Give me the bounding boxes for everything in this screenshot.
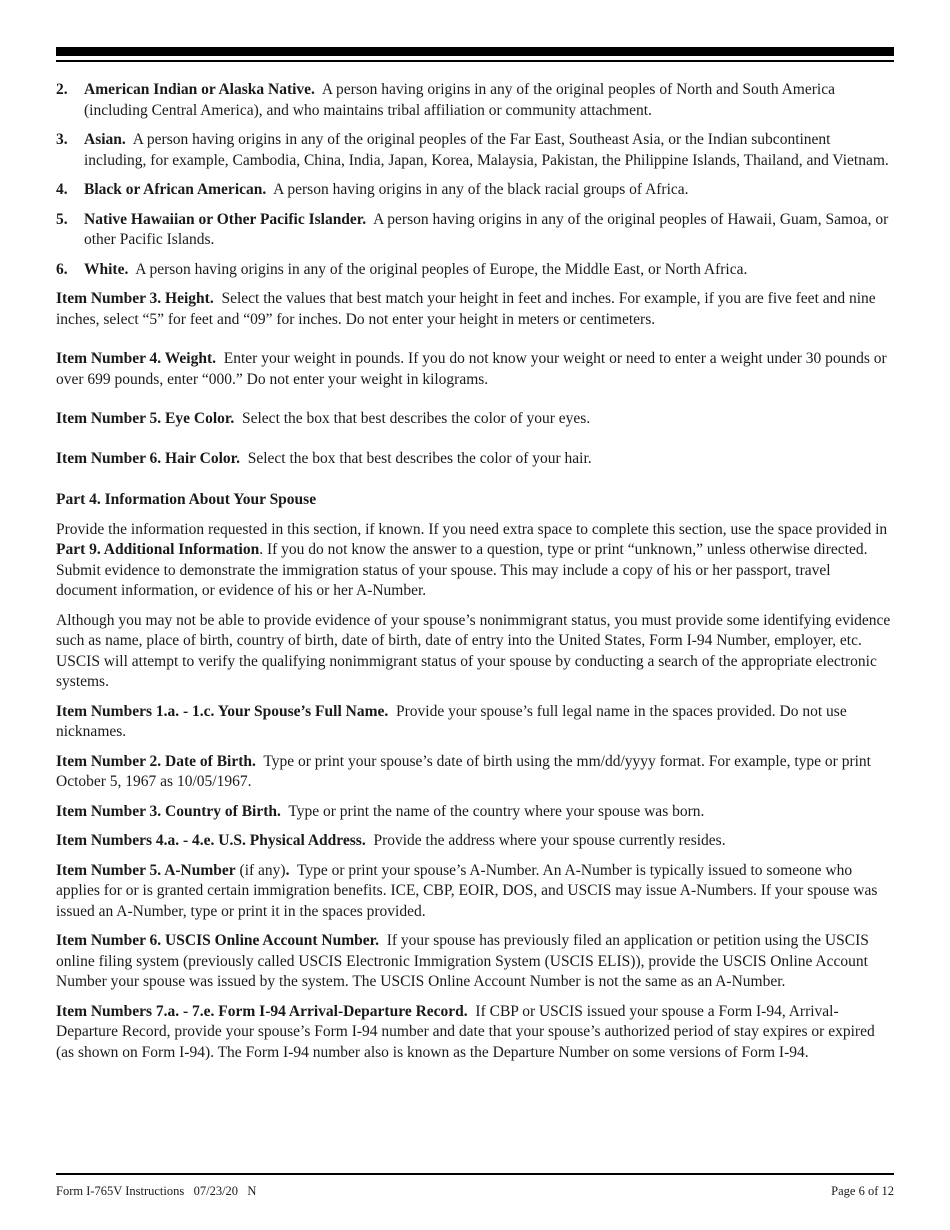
header-rule-thick — [56, 47, 894, 56]
weight-item — [56, 349, 892, 390]
list-number: 4. — [56, 181, 68, 198]
list-item — [56, 260, 892, 281]
list-item — [56, 210, 892, 251]
item-label: Item Number 3. Country of Birth. — [56, 802, 281, 820]
page-number: Page 6 of 12 — [831, 1184, 894, 1198]
spouse-dob-item — [56, 752, 892, 793]
item-label: Item Numbers 4.a. - 4.e. U.S. Physical Address. — [56, 832, 366, 849]
intro-text-cont: . If you do not know the answer to a question, type or print “unknown,” unless otherwise directed. Submit evidence to demonstrate the immigration status of your spouse. This may include a copy of his or her passport, travel document information, or evidence of his or her A-Number. — [56, 541, 868, 599]
intro-text: Provide the information requested in this section, if known. If you need extra space to complete this section, use the space provided in — [56, 520, 888, 538]
item-label: Item Number 5. Eye Color. — [56, 410, 235, 427]
item-text: Provide your spouse’s full legal name in the spaces provided. Do not use nicknames. — [56, 702, 847, 740]
height-item — [56, 289, 892, 330]
list-text: A person having origins in any of the original peoples of Hawaii, Guam, Samoa, or other Pacific Islands. — [84, 210, 889, 248]
header-rule-thin — [56, 60, 894, 62]
list-number: 3. — [56, 131, 68, 148]
item-text: Type or print the name of the country where your spouse was born. — [288, 802, 705, 820]
item-label: Item Number 5. A-Number — [56, 861, 236, 879]
footer-rule — [56, 1173, 894, 1175]
item-label: Item Numbers 1.a. - 1.c. Your Spouse’s Full Name. — [56, 702, 389, 720]
list-number: 2. — [56, 81, 68, 98]
list-text: A person having origins in any of the original peoples of North and South America (including Central America), and who maintains tribal affiliation or community attachment. — [84, 81, 835, 119]
item-text: If CBP or USCIS issued your spouse a Form I-94, Arrival-Departure Record, provide your spouse’s Form I-94 number and date that your spouse’s authorized period of stay expires or expired (as shown on Form I-94). The Form I-94 number also is known as the Departure Number on some versions of Form I-94. — [56, 1002, 875, 1061]
list-item — [56, 130, 892, 171]
item-label: Item Number 3. Height. — [56, 290, 214, 307]
item-text: Provide the address where your spouse currently resides. — [373, 832, 726, 849]
part4-intro — [56, 520, 892, 602]
list-term: American Indian or Alaska Native. — [84, 81, 315, 98]
item-text: Select the box that best describes the color of your hair. — [247, 449, 592, 467]
item-text: Select the values that best match your height in feet and inches. For example, if you are five feet and nine inches, select “5” for feet and “09” for inches. Do not enter your height in meters or centimeters. — [56, 290, 876, 328]
list-text: A person having origins in any of the black racial groups of Africa. — [273, 181, 689, 198]
item-text: Enter your weight in pounds. If you do not know your weight or need to enter a weight under 30 pounds or over 699 pounds, enter “000.” Do not enter your weight in kilograms. — [56, 350, 887, 388]
item-text: Type or print your spouse’s date of birth using the mm/dd/yyyy format. For example, type or print October 5, 1967 as 10/05/1967. — [56, 752, 871, 790]
spouse-name-item — [56, 702, 892, 743]
item-period: . — [285, 861, 290, 879]
item-label: Item Number 6. USCIS Online Account Number. — [56, 932, 379, 949]
section-heading: Part 4. Information About Your Spouse — [56, 491, 317, 508]
form-identifier: Form I-765V Instructions 07/23/20 N — [56, 1184, 257, 1198]
list-term: White. — [84, 260, 129, 278]
item-label: Item Number 4. Weight. — [56, 350, 217, 367]
spouse-country-item — [56, 802, 892, 823]
list-item — [56, 180, 892, 201]
item-text: Type or print your spouse’s A-Number. An A-Number is typically issued to someone who applies for or is granted certain immigration benefits. ICE, CBP, EOIR, DOS, and USCIS may issue A-Numbers. If your spouse was issued an A-Number, type or print it in the spaces provided. — [56, 861, 878, 920]
list-number: 5. — [56, 210, 68, 228]
list-term: Black or African American. — [84, 181, 267, 198]
intro-bold-ref: Part 9. Additional Information — [56, 541, 260, 558]
hair-color-item — [56, 449, 892, 470]
part4-evidence-para: Although you may not be able to provide evidence of your spouse’s nonimmigrant status, you must provide some identifying evidence such as name, place of birth, country of birth, date of birth, date of entry into the United States, Form I-94 Number, employer, etc. USCIS will attempt to verify the qualifying nonimmigrant status of your spouse by conducting a search of the appropriate electronic systems. — [56, 611, 891, 690]
list-text: A person having origins in any of the original peoples of Europe, the Middle East, or North Africa. — [135, 260, 748, 278]
spouse-address-item — [56, 831, 892, 852]
item-label: Item Numbers 7.a. - 7.e. Form I-94 Arrival-Departure Record. — [56, 1002, 468, 1020]
item-text: Select the box that best describes the color of your eyes. — [242, 410, 591, 427]
page-content — [56, 80, 892, 1063]
list-item — [56, 80, 892, 121]
list-text: A person having origins in any of the original peoples of the Far East, Southeast Asia, or the Indian subcontinent including, for example, Cambodia, China, India, Japan, Korea, Malaysia, Pakistan, the Philippine Islands, Thailand, and Vietnam. — [84, 131, 889, 169]
list-term: Native Hawaiian or Other Pacific Islander. — [84, 210, 367, 228]
item-paren: (if any) — [235, 861, 286, 879]
item-text: If your spouse has previously filed an application or petition using the USCIS online filing system (previously called USCIS Electronic Immigration System (USCIS ELIS)), provide the USCIS Online Account Number your spouse was issued by the system. The USCIS Online Account Number is not the same as an A-Number. — [56, 932, 869, 990]
spouse-uscis-account-item — [56, 931, 892, 993]
list-term: Asian. — [84, 131, 126, 148]
eye-color-item — [56, 409, 892, 430]
list-number: 6. — [56, 260, 68, 278]
spouse-i94-item — [56, 1002, 892, 1064]
item-label: Item Number 6. Hair Color. — [56, 449, 240, 467]
spouse-anumber-item — [56, 861, 892, 923]
item-label: Item Number 2. Date of Birth. — [56, 752, 256, 770]
